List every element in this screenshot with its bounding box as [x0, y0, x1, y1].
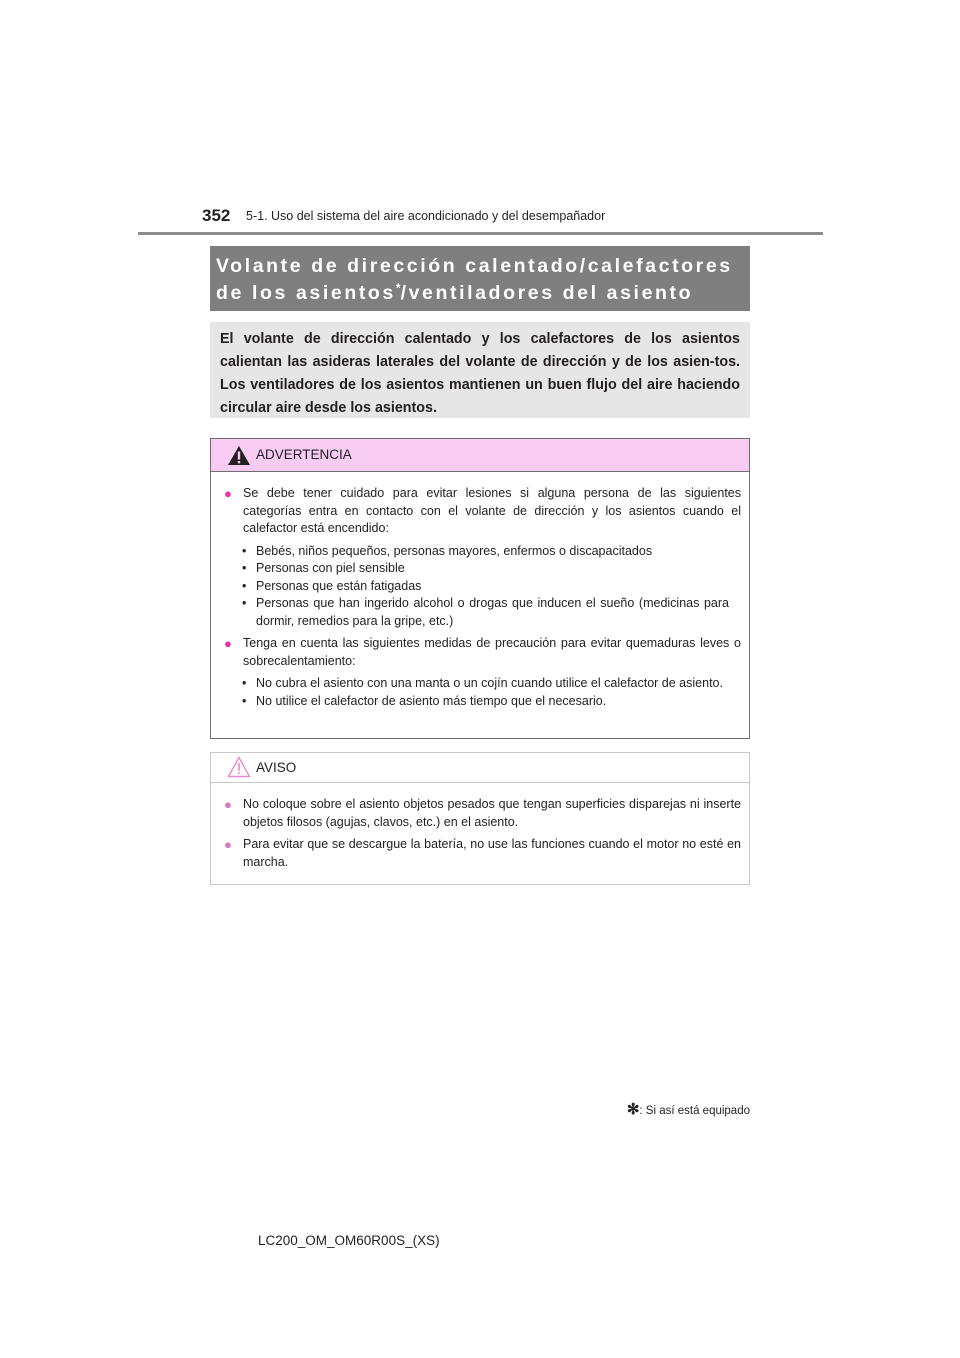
- list-item: • Personas que están fatigadas: [242, 578, 422, 593]
- warning-content: [211, 472, 749, 710]
- notice-bullet: [224, 836, 741, 871]
- warning-header: [211, 439, 749, 472]
- bullet-dot: ●: [224, 486, 232, 501]
- bullet-dot: ●: [224, 636, 232, 651]
- footnote-text: : Si así está equipado: [639, 1105, 750, 1117]
- section-title-line2a: de los asientos: [216, 282, 396, 304]
- notice-bullet: [224, 796, 741, 831]
- list-item: • No utilice el calefactor de asiento más tiempo que el necesario.: [242, 693, 607, 708]
- intro-text: El volante de dirección calentado y los calefactores de los asientos calientan las asideras laterales del volante de dirección y de los asien-tos. Los ventiladores de los asientos mantienen un buen flujo del aire haciendo circular aire desde los asientos.: [210, 322, 750, 418]
- warning-title: ADVERTENCIA: [256, 447, 352, 462]
- warning-box: [210, 438, 750, 739]
- warning-triangle-icon: [227, 445, 251, 466]
- list-item: • No cubra el asiento con una manta o un cojín cuando utilice el calefactor de asiento.: [242, 676, 723, 690]
- warning-bullet: [224, 635, 741, 670]
- asterisk-icon: ✻: [626, 1101, 640, 1118]
- notice-content: [211, 783, 749, 871]
- notice-header: [211, 753, 749, 783]
- list-item: • Bebés, niños pequeños, personas mayores, enfermos o discapacitados: [242, 543, 653, 558]
- warning-sublist: [224, 543, 741, 631]
- header-divider: [138, 232, 823, 235]
- section-title-line1: Volante de dirección calentado/calefactores: [216, 255, 733, 277]
- notice-bullet-text: No coloque sobre el asiento objetos pesados que tengan superficies disparejas ni inserte objetos filosos (agujas, clavos, etc.) en el asiento.: [243, 797, 741, 829]
- equipped-asterisk: *: [395, 281, 401, 295]
- caution-triangle-icon: [227, 756, 251, 778]
- notice-title: AVISO: [256, 760, 297, 775]
- page-number: 352: [202, 206, 231, 225]
- section-title-line2b: /ventiladores del asiento: [400, 282, 694, 304]
- section-title: [210, 246, 750, 311]
- warning-bullet-text: Se debe tener cuidado para evitar lesiones si alguna persona de las siguientes categorías entra en contacto con el volante de dirección y los asientos cuando el calefactor está encendido:: [243, 486, 741, 535]
- bullet-dot: ●: [224, 797, 232, 812]
- notice-box: [210, 752, 750, 885]
- bullet-dot: ●: [224, 837, 232, 852]
- warning-bullet-text: Tenga en cuenta las siguientes medidas de precaución para evitar quemaduras leves o sobrecalentamiento:: [243, 636, 741, 668]
- document-code: LC200_OM_OM60R00S_(XS): [258, 1233, 440, 1248]
- chapter-title: 5-1. Uso del sistema del aire acondicionado y del desempañador: [246, 209, 606, 223]
- list-item: • Personas con piel sensible: [242, 561, 405, 575]
- warning-bullet: [224, 485, 741, 538]
- list-item: • Personas que han ingerido alcohol o drogas que inducen el sueño (medicinas para dormir, remedios para la gripe, etc.): [242, 596, 729, 628]
- footnote: [612, 1100, 750, 1118]
- notice-bullet-text: Para evitar que se descargue la batería, no use las funciones cuando el motor no esté en marcha.: [243, 837, 741, 869]
- warning-sublist: [224, 675, 741, 710]
